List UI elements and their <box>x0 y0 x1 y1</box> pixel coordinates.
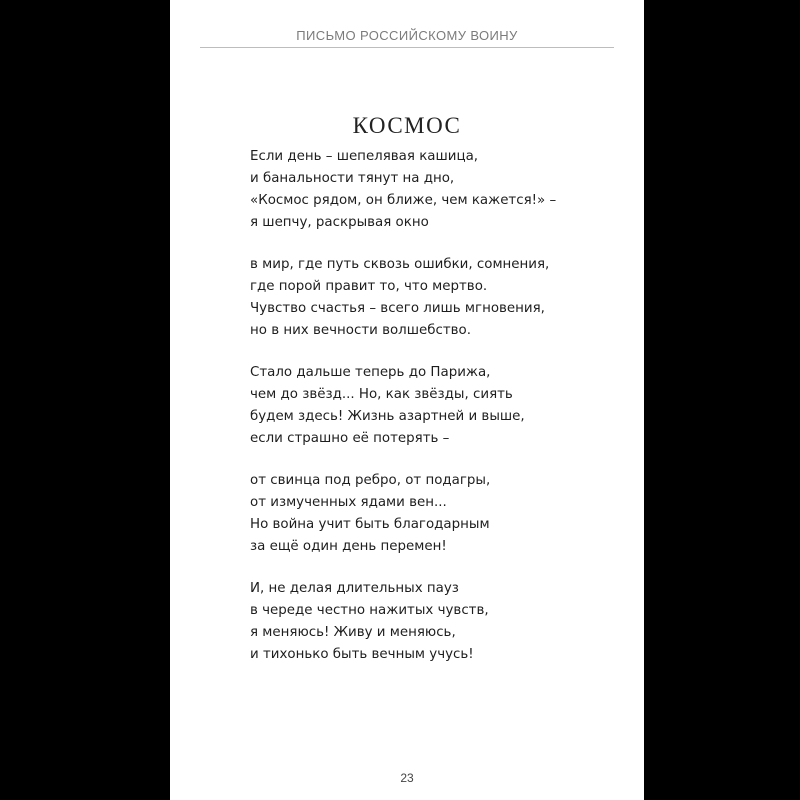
header-divider <box>200 47 614 48</box>
poem-line: Но война учит быть благодарным <box>250 517 490 532</box>
poem-line: я меняюсь! Живу и меняюсь, <box>250 625 456 640</box>
poem-line: за ещё один день перемен! <box>250 539 447 554</box>
poem-line: от измученных ядами вен... <box>250 495 447 510</box>
stanza-3 <box>250 362 630 450</box>
poem-line: «Космос рядом, он ближе, чем кажется!» – <box>250 193 557 208</box>
poem-line: Чувство счастья – всего лишь мгновения, <box>250 301 545 316</box>
poem-line: но в них вечности волшебство. <box>250 323 471 338</box>
poem-line: где порой правит то, что мертво. <box>250 279 488 294</box>
poem-body <box>250 146 630 686</box>
poem-line: Если день – шепелявая кашица, <box>250 149 479 164</box>
stanza-4 <box>250 470 630 558</box>
scan-border-left <box>0 0 170 800</box>
stanza-2 <box>250 254 630 342</box>
poem-line: от свинца под ребро, от подагры, <box>250 473 491 488</box>
poem-line: и тихонько быть вечным учусь! <box>250 647 474 662</box>
poem-line: и банальности тянут на дно, <box>250 171 455 186</box>
poem-line: будем здесь! Жизнь азартней и выше, <box>250 409 525 424</box>
poem-line: я шепчу, раскрывая окно <box>250 215 429 230</box>
poem-line: И, не делая длительных пауз <box>250 581 459 596</box>
poem-line: чем до звёзд... Но, как звёзды, сиять <box>250 387 513 402</box>
scan-border-right <box>644 0 800 800</box>
stanza-5 <box>250 578 630 666</box>
book-page <box>170 0 644 800</box>
stanza-1 <box>250 146 630 234</box>
poem-line: если страшно её потерять – <box>250 431 450 446</box>
poem-line: Стало дальше теперь до Парижа, <box>250 365 491 380</box>
poem-title: КОСМОС <box>352 113 462 139</box>
poem-line: в мир, где путь сквозь ошибки, сомнения, <box>250 257 550 272</box>
poem-line: в череде честно нажитых чувств, <box>250 603 489 618</box>
page-number: 23 <box>400 771 414 785</box>
running-header: ПИСЬМО РОССИЙСКОМУ ВОИНУ <box>296 28 518 43</box>
